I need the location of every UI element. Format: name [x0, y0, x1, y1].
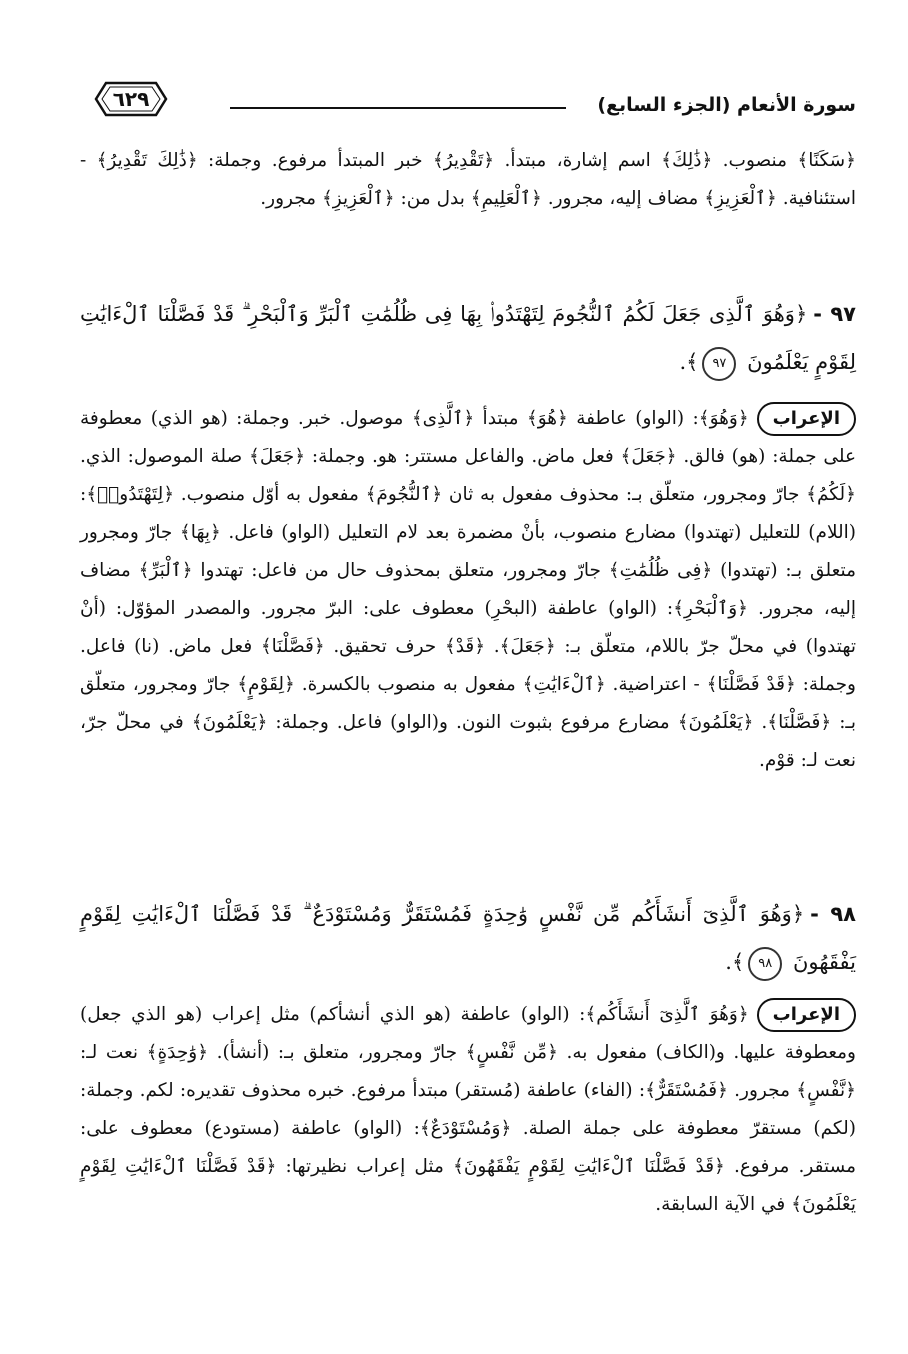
- irab-badge: الإعراب: [757, 998, 856, 1032]
- irab-section-97: [80, 400, 856, 780]
- verse-closing: ﴾.: [679, 350, 699, 374]
- verse-number: ٩٨ -: [810, 902, 856, 926]
- verse-97: [80, 290, 856, 386]
- page-number: ٦٢٩: [112, 87, 150, 111]
- verse-text: [80, 890, 856, 986]
- header-rule: [230, 107, 566, 109]
- paragraph-text: ﴿سَكَنًا﴾ منصوب. ﴿ذَٰلِكَ﴾ اسم إشارة، مبتدأ. ﴿تَقْدِيرُ﴾ خبر المبتدأ مرفوع. وجملة: ﴿ذَٰلِكَ تَقْدِيرُ﴾ - استئنافية. ﴿ٱلْعَزِيزِ﴾ مضاف إليه، مجرور. ﴿ٱلْعَلِيمِ﴾ بدل من: ﴿ٱلْعَزِيزِ﴾ مجرور.: [80, 150, 856, 209]
- verse-quran-text: ﴿وَهُوَ ٱلَّذِىٓ أَنشَأَكُم مِّن نَّفْسٍ وَٰحِدَةٍ فَمُسْتَقَرٌّ وَمُسْتَوْدَعٌ ۗ قَدْ فَصَّلْنَا ٱلْءَايَٰتِ لِقَوْمٍ يَفْقَهُونَ: [80, 902, 856, 974]
- irab-badge: الإعراب: [757, 402, 856, 436]
- verse-98: [80, 890, 856, 986]
- verse-text: [80, 290, 856, 386]
- ayah-end-marker: ٩٧: [702, 347, 736, 381]
- ayah-end-marker: ٩٨: [748, 947, 782, 981]
- verse-number: ٩٧ -: [813, 302, 856, 326]
- irab-text: ﴿وَهُوَ﴾: (الواو) عاطفة ﴿هُوَ﴾ مبتدأ ﴿ٱلَّذِى﴾ موصول. خبر. وجملة: (هو الذي) معطوفة على جملة: (هو) فالق. ﴿جَعَلَ﴾ فعل ماض. والفاعل مستتر: هو. وجملة: ﴿جَعَلَ﴾ صلة الموصول: الذي. ﴿لَكُمُ﴾ جارّ ومجرور، متعلّق بـ: محذوف مفعول به ثان ﴿ٱلنُّجُومَ﴾ مفعول به أوّل منصوب. ﴿لِتَهْتَدُوا۟﴾: (اللام) للتعليل (تهتدوا) مضارع منصوب، بأنْ مضمرة بعد لام التعليل (الواو) فاعل. ﴿بِهَا﴾ جارّ ومجرور متعلق بـ: (تهتدوا) ﴿فِى ظُلُمَٰتِ﴾ جارّ ومجرور، متعلق بمحذوف حال من فاعل: تهتدوا ﴿ٱلْبَرِّ﴾ مضاف إليه، مجرور. ﴿وَٱلْبَحْرِ﴾: (الواو) عاطفة (البحْرِ) معطوف على: البرّ مجرور. والمصدر المؤوّل: (أنْ تهتدوا) في محلّ جرّ باللام، متعلّق بـ: ﴿جَعَلَ﴾. ﴿قَدْ﴾ حرف تحقيق. ﴿فَصَّلْنَا﴾ فعل ماض. (نا) فاعل. وجملة: ﴿قَدْ فَصَّلْنَا﴾ - اعتراضية. ﴿ٱلْءَايَٰتِ﴾ مفعول به منصوب بالكسرة. ﴿لِقَوْمٍ﴾ جارّ ومجرور، متعلّق بـ: ﴿فَصَّلْنَا﴾. ﴿يَعْلَمُونَ﴾ مضارع مرفوع بثبوت النون. و(الواو) فاعل. وجملة: ﴿يَعْلَمُونَ﴾ في محلّ جرّ، نعت لـ: قوْم.: [80, 408, 857, 771]
- irab-paragraph: [80, 996, 856, 1224]
- verse-quran-text: ﴿وَهُوَ ٱلَّذِى جَعَلَ لَكُمُ ٱلنُّجُومَ لِتَهْتَدُوا۟ بِهَا فِى ظُلُمَٰتِ ٱلْبَرِّ وَٱلْبَحْرِ ۗ قَدْ فَصَّلْنَا ٱلْءَايَٰتِ لِقَوْمٍ يَعْلَمُونَ: [80, 302, 856, 374]
- page-header: [80, 80, 856, 132]
- irab-section-98: [80, 996, 856, 1224]
- page-number-ornament: [92, 80, 170, 118]
- irab-paragraph: [80, 400, 856, 780]
- irab-text: ﴿وَهُوَ ٱلَّذِىٓ أَنشَأَكُم﴾: (الواو) عاطفة (هو الذي أنشأكم) مثل إعراب (هو الذي جعل) ومعطوفة عليها. و(الكاف) مفعول به. ﴿مِّن نَّفْسٍ﴾ جارّ ومجرور، متعلق بـ: (أنشأ). ﴿وَٰحِدَةٍ﴾ نعت لـ: ﴿نَّفْسٍ﴾ مجرور. ﴿فَمُسْتَقَرٌّ﴾: (الفاء) عاطفة (مُستقر) مبتدأ مرفوع. خبره محذوف تقديره: لكم. وجملة: (لكم) مستقرّ معطوفة على جملة الصلة. ﴿وَمُسْتَوْدَعٌ﴾: (الواو) عاطفة (مستودع) معطوف على: مستقر. مرفوع. ﴿قَدْ فَصَّلْنَا ٱلْءَايَٰتِ لِقَوْمٍ يَفْقَهُونَ﴾ مثل إعراب نظيرتها: ﴿قَدْ فَصَّلْنَا ٱلْءَايَٰتِ لِقَوْمٍ يَعْلَمُونَ﴾ في الآية السابقة.: [80, 1004, 856, 1215]
- continuation-paragraph: [80, 142, 856, 218]
- verse-closing: ﴾.: [725, 950, 745, 974]
- surah-title: سورة الأنعام (الجزء السابع): [597, 94, 856, 116]
